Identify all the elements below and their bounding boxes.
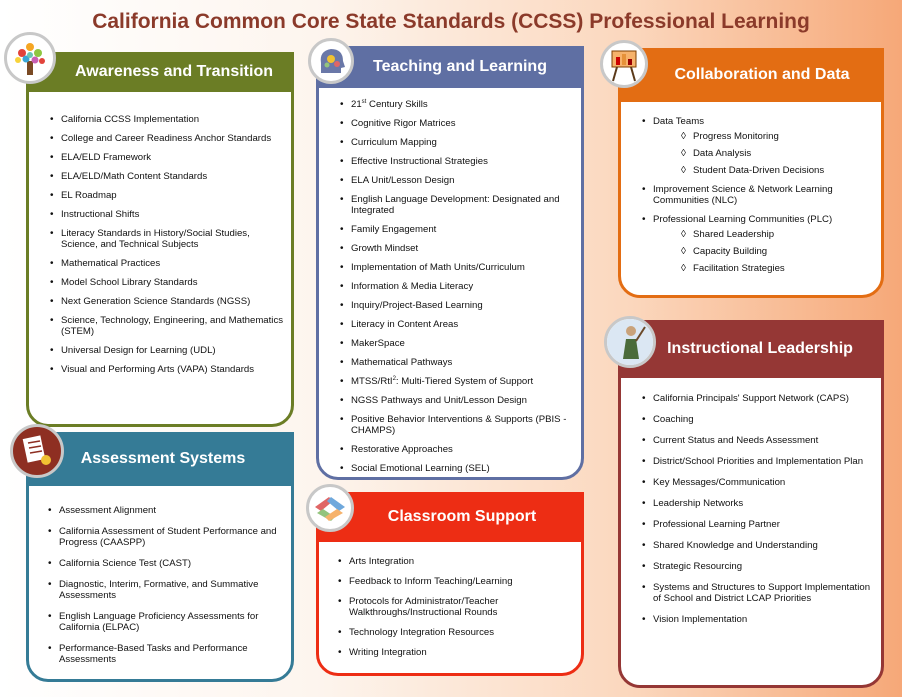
list-item: • ELA/ELD/Math Content Standards xyxy=(48,171,284,182)
list-item: • Instructional Shifts xyxy=(48,209,284,220)
list-item: • California Assessment of Student Performance and Progress (CAASPP) xyxy=(46,526,284,548)
list-item: • Vision Implementation xyxy=(640,614,876,625)
list-item: • Writing Integration xyxy=(336,647,574,658)
list-item: • Implementation of Math Units/Curriculum xyxy=(338,262,574,273)
list-item: • California CCSS Implementation xyxy=(48,114,284,125)
list-item: • Next Generation Science Standards (NGSS) xyxy=(48,296,284,307)
instructional-header-label: Instructional Leadership xyxy=(667,340,853,357)
list-item: • District/School Priorities and Implementation Plan xyxy=(640,456,876,467)
list-item: • Restorative Approaches xyxy=(338,444,574,455)
collaboration-list xyxy=(640,116,876,282)
list-item: • California Science Test (CAST) xyxy=(46,558,284,569)
list-item: • Professional Learning Partner xyxy=(640,519,876,530)
list-item: • Strategic Resourcing xyxy=(640,561,876,572)
document-seal-icon xyxy=(10,424,64,478)
list-item: • English Language Proficiency Assessments for California (ELPAC) xyxy=(46,611,284,633)
list-item: • Mathematical Pathways xyxy=(338,357,574,368)
list-item: • Improvement Science & Network Learning Communities (NLC) xyxy=(640,184,876,206)
list-item: • College and Career Readiness Anchor Standards xyxy=(48,133,284,144)
list-item: • MTSS/RtI$^2$: Multi-Tiered System of Support xyxy=(338,376,574,387)
list-item: • English Language Development: Designated and Integrated xyxy=(338,194,574,216)
sub-list-item: ◊ Student Data-Driven Decisions xyxy=(681,165,876,176)
instructional-header xyxy=(618,320,884,378)
list-item: • Data Teams ◊ Progress Monitoring ◊ Data Analysis ◊ Student Data-Driven Decisions xyxy=(640,116,876,176)
sub-list-item: ◊ Shared Leadership xyxy=(681,229,876,240)
list-item: • Key Messages/Communication xyxy=(640,477,876,488)
teaching-header-label: Teaching and Learning xyxy=(373,58,547,75)
awareness-list xyxy=(48,114,284,383)
list-item: • Effective Instructional Strategies xyxy=(338,156,574,167)
list-item: • Growth Mindset xyxy=(338,243,574,254)
classroom-header xyxy=(316,492,584,542)
instructional-list xyxy=(640,393,876,635)
list-item: • Literacy in Content Areas xyxy=(338,319,574,330)
list-item: • Protocols for Administrator/Teacher Walkthroughs/Instructional Rounds xyxy=(336,596,574,618)
list-item: • Diagnostic, Interim, Formative, and Summative Assessments xyxy=(46,579,284,601)
list-item: • Cognitive Rigor Matrices xyxy=(338,118,574,129)
list-item: • Feedback to Inform Teaching/Learning xyxy=(336,576,574,587)
list-item: • California Principals' Support Network (CAPS) xyxy=(640,393,876,404)
list-item: • Shared Knowledge and Understanding xyxy=(640,540,876,551)
list-item: • Technology Integration Resources xyxy=(336,627,574,638)
tree-icon xyxy=(4,32,56,84)
assessment-header-label: Assessment Systems xyxy=(80,450,246,467)
list-item: • Professional Learning Communities (PLC) ◊ Shared Leadership ◊ Capacity Building ◊ Facilitation Strategies xyxy=(640,214,876,274)
list-item: • Performance-Based Tasks and Performance Assessments xyxy=(46,643,284,665)
collaboration-header-label: Collaboration and Data xyxy=(674,66,850,83)
teaching-list xyxy=(338,99,574,482)
easel-chart-icon xyxy=(600,40,648,88)
plc-sublist xyxy=(653,229,876,274)
list-item: • MakerSpace xyxy=(338,338,574,349)
classroom-list xyxy=(336,556,574,667)
list-item: • ELA/ELD Framework xyxy=(48,152,284,163)
list-item: • Arts Integration xyxy=(336,556,574,567)
list-item: • Family Engagement xyxy=(338,224,574,235)
list-item: • Information & Media Literacy xyxy=(338,281,574,292)
list-item: • Social Emotional Learning (SEL) xyxy=(338,463,574,474)
joined-hands-icon xyxy=(306,484,354,532)
list-item: • ELA Unit/Lesson Design xyxy=(338,175,574,186)
assessment-list xyxy=(46,505,284,675)
list-item: • Current Status and Needs Assessment xyxy=(640,435,876,446)
list-item: • Model School Library Standards xyxy=(48,277,284,288)
list-item: • Curriculum Mapping xyxy=(338,137,574,148)
list-item: • Visual and Performing Arts (VAPA) Standards xyxy=(48,364,284,375)
list-item: • Universal Design for Learning (UDL) xyxy=(48,345,284,356)
list-item: • Mathematical Practices xyxy=(48,258,284,269)
assessment-header xyxy=(26,432,294,486)
sub-list-item: ◊ Capacity Building xyxy=(681,246,876,257)
collaboration-header xyxy=(618,48,884,102)
list-item: • 21st Century Skills xyxy=(338,99,574,110)
list-item: • Positive Behavior Interventions & Supports (PBIS - CHAMPS) xyxy=(338,414,574,436)
list-item: • NGSS Pathways and Unit/Lesson Design xyxy=(338,395,574,406)
head-gears-icon xyxy=(308,38,354,84)
list-item: • Coaching xyxy=(640,414,876,425)
sub-list-item: ◊ Progress Monitoring xyxy=(681,131,876,142)
list-item: • Leadership Networks xyxy=(640,498,876,509)
awareness-header xyxy=(26,52,294,92)
sub-list-item: ◊ Data Analysis xyxy=(681,148,876,159)
teaching-header xyxy=(316,46,584,88)
classroom-header-label: Classroom Support xyxy=(387,508,537,525)
list-item: • Assessment Alignment xyxy=(46,505,284,516)
data-teams-sublist xyxy=(653,131,876,176)
list-item: • Systems and Structures to Support Implementation of School and District LCAP Priorities xyxy=(640,582,876,604)
list-item: • Literacy Standards in History/Social Studies, Science, and Technical Subjects xyxy=(48,228,284,250)
sub-list-item: ◊ Facilitation Strategies xyxy=(681,263,876,274)
list-item: • Science, Technology, Engineering, and Mathematics (STEM) xyxy=(48,315,284,337)
page-title: California Common Core State Standards (CCSS) Professional Learning xyxy=(92,10,810,33)
leader-figure-icon xyxy=(604,316,656,368)
awareness-header-label: Awareness and Transition xyxy=(75,63,273,80)
list-item: • Inquiry/Project-Based Learning xyxy=(338,300,574,311)
list-item: • EL Roadmap xyxy=(48,190,284,201)
